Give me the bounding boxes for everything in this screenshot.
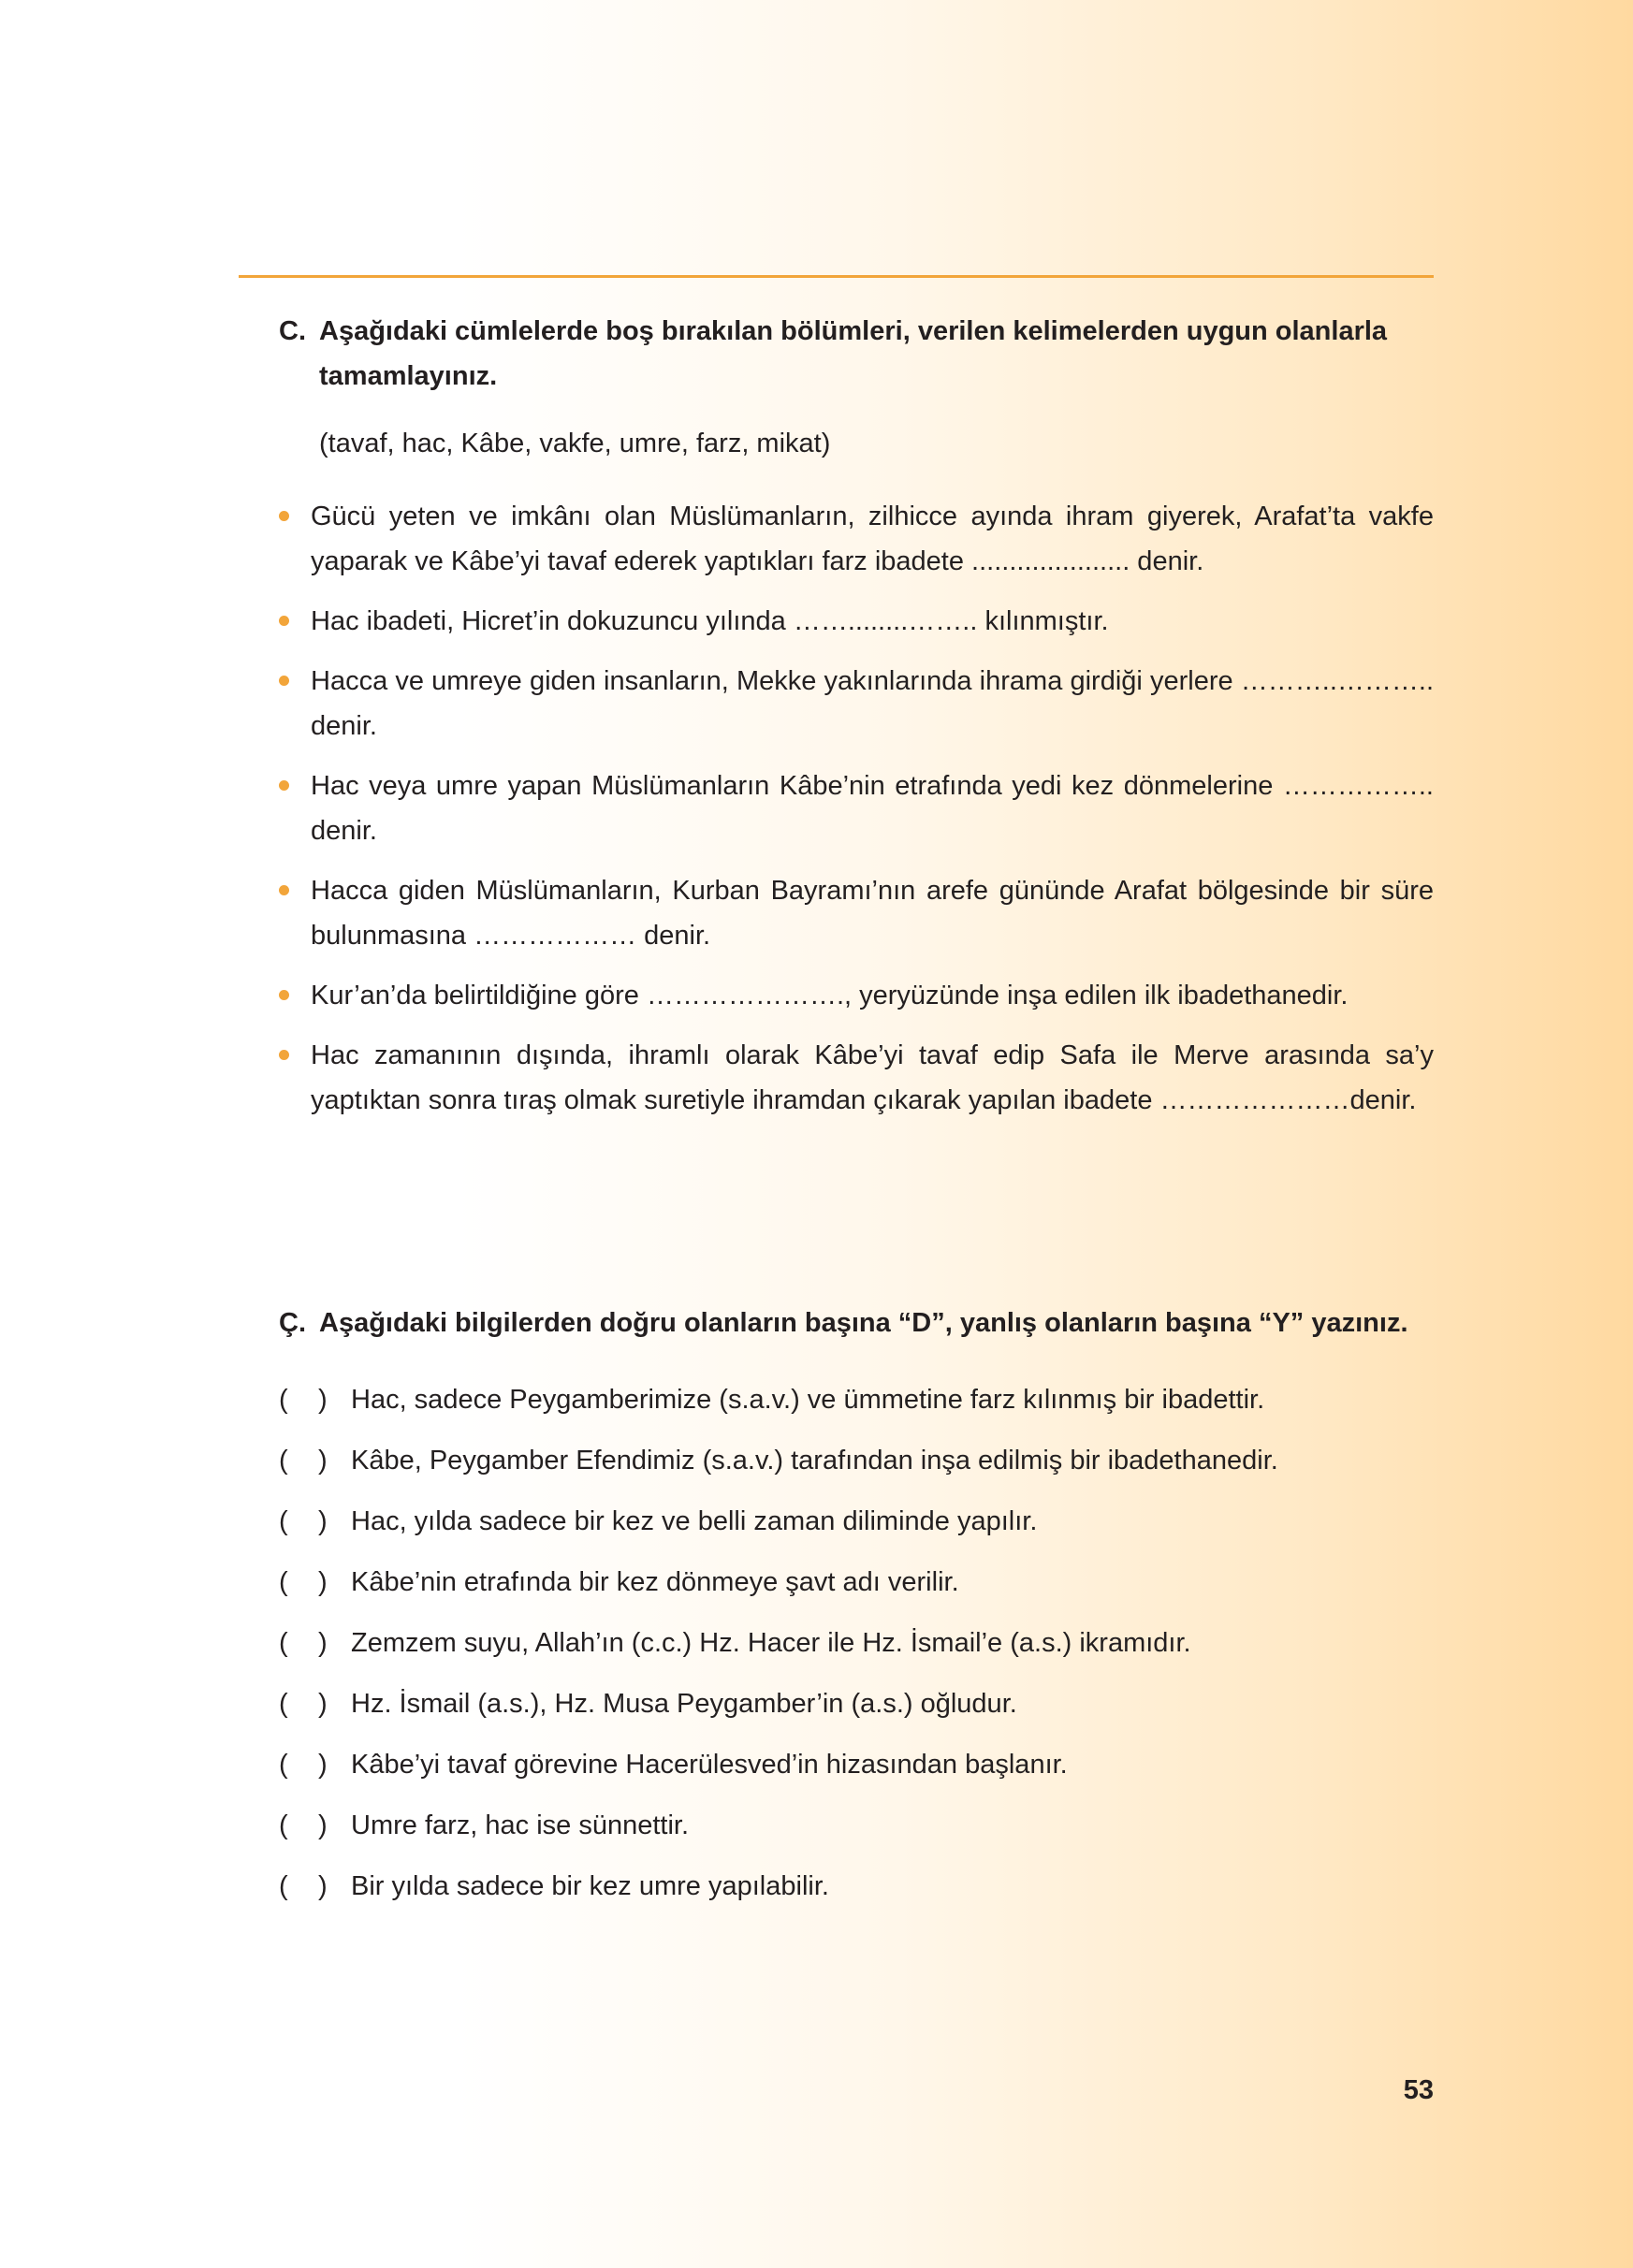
word-bank: (tavaf, hac, Kâbe, vakfe, umre, farz, mikat) <box>319 429 831 458</box>
bullet-icon <box>279 616 289 626</box>
fill-in-list <box>279 494 1434 1123</box>
page-number: 53 <box>1403 2075 1434 2105</box>
true-false-text: Hac, yılda sadece bir kez ve belli zaman diliminde yapılır. <box>351 1506 1038 1536</box>
true-false-item <box>279 1864 1434 1909</box>
section-c-instruction: Aşağıdaki cümlelerde boş bırakılan bölümleri, verilen kelimelerden uygun olanlarla tamamlayınız. <box>319 316 1388 391</box>
section-c-cedilla-heading <box>279 1301 1434 1345</box>
fill-in-item <box>279 763 1434 853</box>
section-c-cedilla-instruction: Aşağıdaki bilgilerden doğru olanların başına “D”, yanlış olanların başına “Y” yazınız. <box>319 1308 1408 1338</box>
section-c <box>279 309 1434 1138</box>
fill-in-text: Gücü yeten ve imkânı olan Müslümanların, zilhicce ayında ihram giyerek, Arafat’ta vakfe yaparak ve Kâbe’yi tavaf ederek yaptıkları farz ibadete ..................... denir. <box>311 502 1434 576</box>
answer-blank[interactable]: ( ) <box>279 1506 328 1536</box>
answer-blank[interactable]: ( ) <box>279 1689 328 1719</box>
fill-in-item <box>279 599 1434 644</box>
answer-blank[interactable]: ( ) <box>279 1750 328 1780</box>
bullet-icon <box>279 676 289 686</box>
true-false-text: Kâbe, Peygamber Efendimiz (s.a.v.) tarafından inşa edilmiş bir ibadethanedir. <box>351 1446 1278 1476</box>
answer-blank[interactable]: ( ) <box>279 1810 328 1840</box>
fill-in-item <box>279 1033 1434 1123</box>
true-false-item <box>279 1803 1434 1848</box>
section-c-cedilla-letter: Ç. <box>279 1308 306 1338</box>
true-false-text: Hz. İsmail (a.s.), Hz. Musa Peygamber’in (a.s.) oğludur. <box>351 1689 1017 1719</box>
true-false-item <box>279 1377 1434 1422</box>
answer-blank[interactable]: ( ) <box>279 1628 328 1658</box>
true-false-item <box>279 1621 1434 1665</box>
fill-in-item <box>279 659 1434 749</box>
fill-in-item <box>279 973 1434 1018</box>
true-false-text: Hac, sadece Peygamberimize (s.a.v.) ve ümmetine farz kılınmış bir ibadettir. <box>351 1385 1265 1415</box>
true-false-text: Kâbe’nin etrafında bir kez dönmeye şavt adı verilir. <box>351 1567 959 1597</box>
bullet-icon <box>279 990 289 1000</box>
fill-in-item <box>279 494 1434 584</box>
bullet-icon <box>279 511 289 521</box>
bullet-icon <box>279 885 289 895</box>
true-false-item <box>279 1438 1434 1483</box>
true-false-text: Bir yılda sadece bir kez umre yapılabilir. <box>351 1871 829 1901</box>
header-rule <box>239 275 1434 278</box>
true-false-item <box>279 1560 1434 1605</box>
true-false-text: Zemzem suyu, Allah’ın (c.c.) Hz. Hacer ile Hz. İsmail’e (a.s.) ikramıdır. <box>351 1628 1191 1658</box>
fill-in-text: Hac ibadeti, Hicret’in dokuzuncu yılında ……........…….. kılınmıştır. <box>311 606 1109 636</box>
true-false-item <box>279 1742 1434 1787</box>
answer-blank[interactable]: ( ) <box>279 1567 328 1597</box>
fill-in-text: Hacca ve umreye giden insanların, Mekke yakınlarında ihrama girdiği yerlere ………..……….. denir. <box>311 666 1434 741</box>
true-false-text: Kâbe’yi tavaf görevine Hacerülesved’in hizasından başlanır. <box>351 1750 1068 1780</box>
section-c-heading <box>279 309 1434 399</box>
true-false-item <box>279 1681 1434 1726</box>
answer-blank[interactable]: ( ) <box>279 1385 328 1415</box>
true-false-text: Umre farz, hac ise sünnettir. <box>351 1810 690 1840</box>
fill-in-text: Hac zamanının dışında, ihramlı olarak Kâbe’yi tavaf edip Safa ile Merve arasında sa’y yaptıktan sonra tıraş olmak suretiyle ihramdan çıkarak yapılan ibadete …………………denir. <box>311 1040 1434 1115</box>
fill-in-item <box>279 868 1434 958</box>
fill-in-text: Kur’an’da belirtildiğine göre …………………., yeryüzünde inşa edilen ilk ibadethanedir. <box>311 981 1349 1010</box>
bullet-icon <box>279 780 289 791</box>
answer-blank[interactable]: ( ) <box>279 1871 328 1901</box>
true-false-list <box>279 1377 1434 1909</box>
bullet-icon <box>279 1050 289 1060</box>
true-false-item <box>279 1499 1434 1544</box>
answer-blank[interactable]: ( ) <box>279 1446 328 1476</box>
section-c-cedilla <box>279 1301 1434 1925</box>
section-c-letter: C. <box>279 316 306 346</box>
fill-in-text: Hacca giden Müslümanların, Kurban Bayramı’nın arefe gününde Arafat bölgesinde bir süre bulunmasına ……………… denir. <box>311 876 1434 951</box>
fill-in-text: Hac veya umre yapan Müslümanların Kâbe’nin etrafında yedi kez dönmelerine …………….. denir. <box>311 771 1434 846</box>
